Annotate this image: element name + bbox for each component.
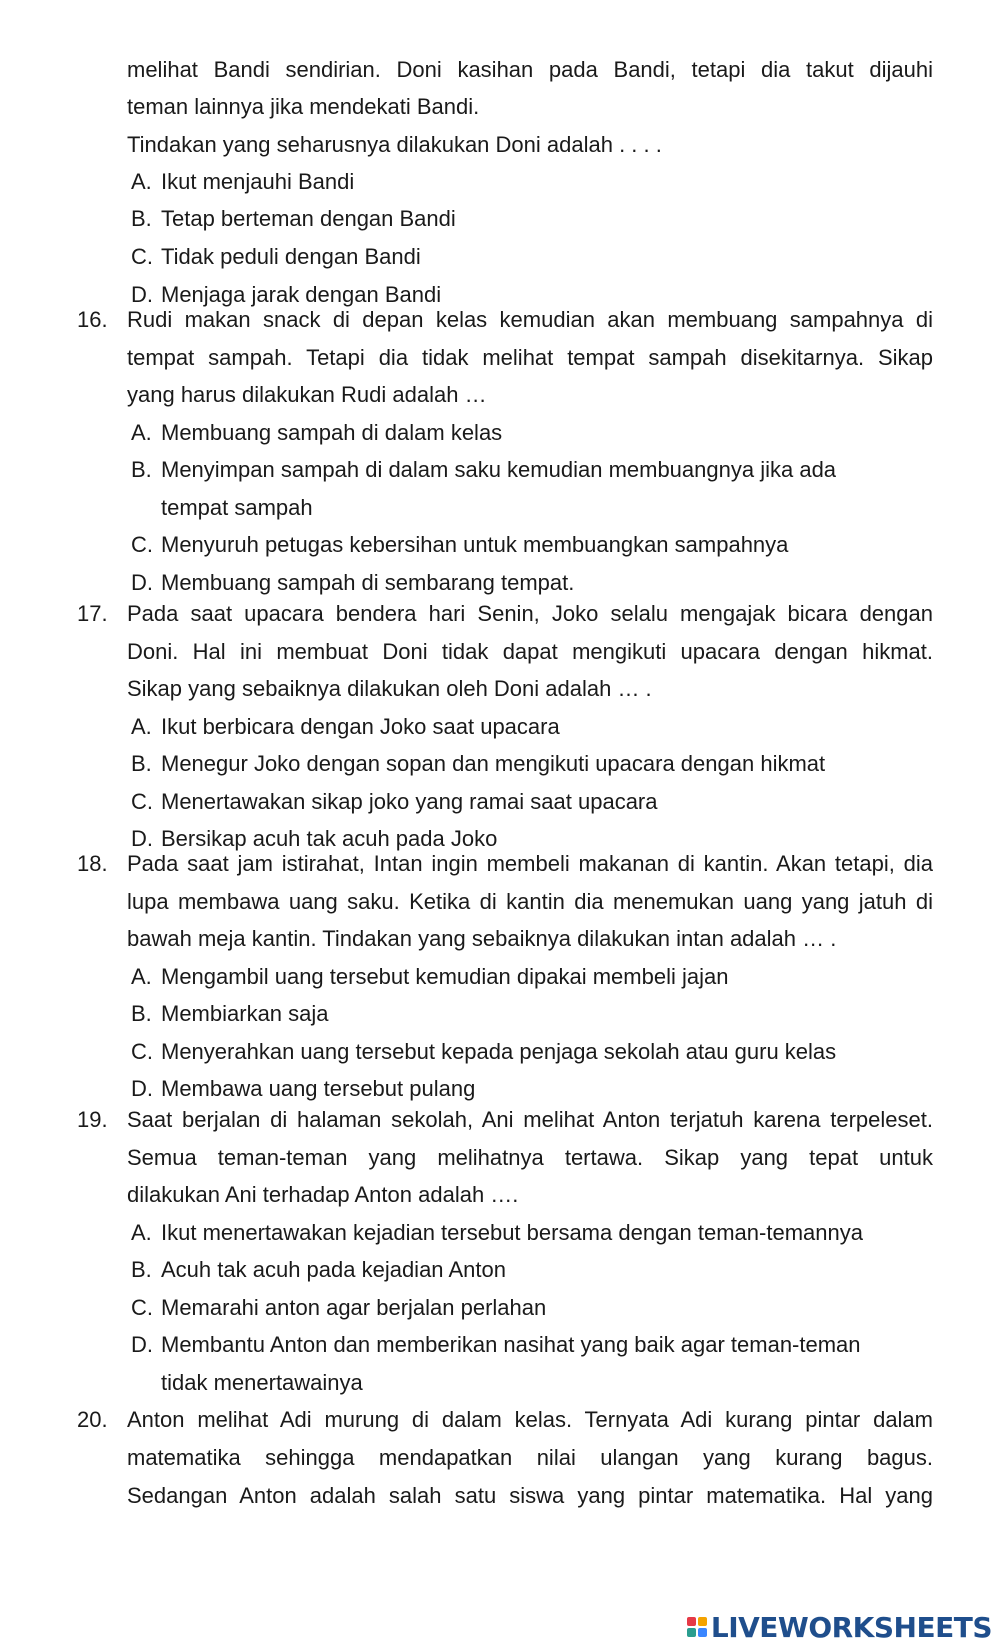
logo-text: LIVEWORKSHEETS xyxy=(710,1610,992,1644)
question-number: 19. xyxy=(77,1107,108,1132)
question-text-line: lupa membawa uang saku. Ketika di kantin dia menemukan uang yang jatuh di xyxy=(127,889,933,914)
question-text-line: Sedangan Anton adalah salah satu siswa yang pintar matematika. Hal yang xyxy=(127,1483,933,1508)
option-c: C. Menertawakan sikap joko yang ramai saat upacara xyxy=(131,789,658,814)
option-c: C. Menyerahkan uang tersebut kepada penjaga sekolah atau guru kelas xyxy=(131,1039,837,1064)
question-number: 16. xyxy=(77,307,108,332)
option-a: A. Membuang sampah di dalam kelas xyxy=(131,420,503,445)
question-text-line: Saat berjalan di halaman sekolah, Ani melihat Anton terjatuh karena terpeleset. xyxy=(127,1107,933,1132)
question-text-line: Semua teman-teman yang melihatnya tertawa. Sikap yang tepat untuk xyxy=(127,1145,933,1170)
question-text-line: Pada saat upacara bendera hari Senin, Joko selalu mengajak bicara dengan xyxy=(127,601,933,626)
option-b: B. Menegur Joko dengan sopan dan mengikuti upacara dengan hikmat xyxy=(131,751,826,776)
option-a: A. Mengambil uang tersebut kemudian dipakai membeli jajan xyxy=(131,964,729,989)
intro-option-a: A. Ikut menjauhi Bandi xyxy=(131,169,355,194)
question-text-line: dilakukan Ani terhadap Anton adalah …. xyxy=(127,1182,519,1207)
question-text-line: Doni. Hal ini membuat Doni tidak dapat mengikuti upacara dengan hikmat. xyxy=(127,639,933,664)
question-text-line: bawah meja kantin. Tindakan yang sebaiknya dilakukan intan adalah … . xyxy=(127,926,837,951)
liveworksheets-logo-icon xyxy=(687,1617,707,1637)
question-number: 17. xyxy=(77,601,108,626)
option-c: C. Memarahi anton agar berjalan perlahan xyxy=(131,1295,547,1320)
option-b: B. Acuh tak acuh pada kejadian Anton xyxy=(131,1257,506,1282)
liveworksheets-logo[interactable] xyxy=(687,1610,992,1644)
question-text-line: Sikap yang sebaiknya dilakukan oleh Doni adalah … . xyxy=(127,676,652,701)
option-d: D. Membantu Anton dan memberikan nasihat yang baik agar teman-teman xyxy=(131,1332,861,1357)
option-a: A. Ikut berbicara dengan Joko saat upacara xyxy=(131,714,560,739)
option-b: B. Menyimpan sampah di dalam saku kemudian membuangnya jika ada xyxy=(131,457,837,482)
intro-option-c: C. Tidak peduli dengan Bandi xyxy=(131,244,421,269)
question-text-line: Anton melihat Adi murung di dalam kelas. Ternyata Adi kurang pintar dalam xyxy=(127,1407,933,1432)
option-b: B. Membiarkan saja xyxy=(131,1001,329,1026)
question-text-line: matematika sehingga mendapatkan nilai ulangan yang kurang bagus. xyxy=(127,1445,933,1470)
question-number: 18. xyxy=(77,851,108,876)
option-c: C. Menyuruh petugas kebersihan untuk membuangkan sampahnya xyxy=(131,532,789,557)
option-d-continued: tidak menertawainya xyxy=(161,1370,363,1395)
option-d: D. Membawa uang tersebut pulang xyxy=(131,1076,476,1101)
option-b-continued: tempat sampah xyxy=(161,495,313,520)
option-a: A. Ikut menertawakan kejadian tersebut bersama dengan teman-temannya xyxy=(131,1220,863,1245)
question-text-line: Pada saat jam istirahat, Intan ingin membeli makanan di kantin. Akan tetapi, dia xyxy=(127,851,933,876)
question-number: 20. xyxy=(77,1407,108,1432)
question-text-line: Rudi makan snack di depan kelas kemudian akan membuang sampahnya di xyxy=(127,307,933,332)
question-text-line: tempat sampah. Tetapi dia tidak melihat tempat sampah disekitarnya. Sikap xyxy=(127,345,933,370)
intro-line-1: melihat Bandi sendirian. Doni kasihan pada Bandi, tetapi dia takut dijauhi xyxy=(127,57,933,82)
option-d: D. Bersikap acuh tak acuh pada Joko xyxy=(131,826,498,851)
intro-line-2: teman lainnya jika mendekati Bandi. xyxy=(127,94,480,119)
option-d: D. Membuang sampah di sembarang tempat. xyxy=(131,570,575,595)
intro-option-b: B. Tetap berteman dengan Bandi xyxy=(131,206,456,231)
question-text-line: yang harus dilakukan Rudi adalah … xyxy=(127,382,487,407)
intro-option-d: D. Menjaga jarak dengan Bandi xyxy=(131,282,442,307)
intro-line-3: Tindakan yang seharusnya dilakukan Doni adalah . . . . xyxy=(127,132,662,157)
